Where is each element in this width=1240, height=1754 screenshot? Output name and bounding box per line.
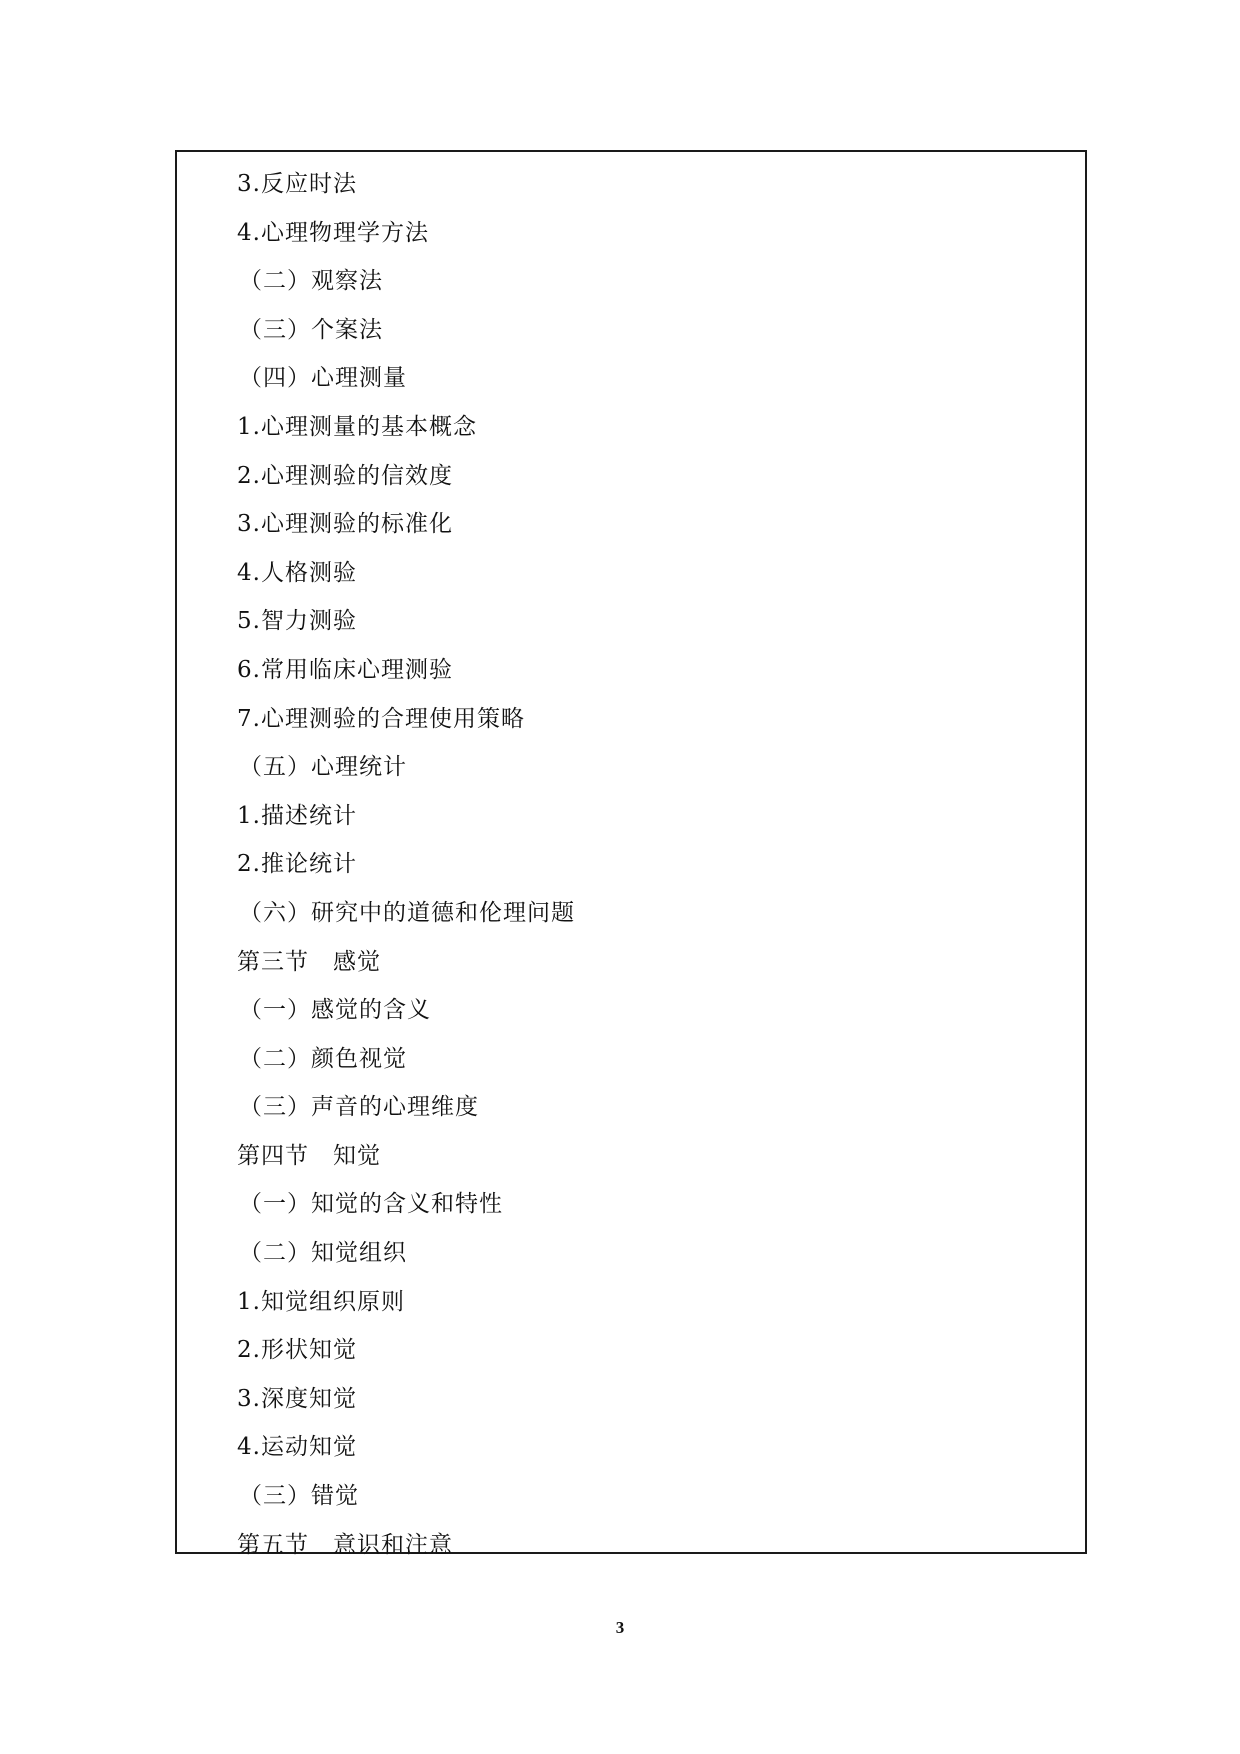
page-number: 3 (615, 1618, 625, 1637)
outline-line: 4.运动知觉 (237, 1434, 357, 1461)
outline-line: 1.心理测量的基本概念 (237, 413, 477, 440)
section-heading: 第三节 感觉 (237, 948, 381, 975)
outline-line: （三）个案法 (239, 316, 383, 343)
outline-line: （三）声音的心理维度 (239, 1094, 479, 1121)
outline-line: （五）心理统计 (239, 754, 407, 781)
outline-line: 3.深度知觉 (237, 1385, 357, 1412)
outline-line: 5.智力测验 (237, 608, 357, 635)
section-heading: 第四节 知觉 (237, 1142, 381, 1169)
outline-line: 6.常用临床心理测验 (237, 656, 453, 683)
outline-line: 3.心理测验的标准化 (237, 511, 453, 538)
outline-line: （四）心理测量 (239, 365, 407, 392)
outline-line: （二）知觉组织 (239, 1240, 407, 1267)
syllabus-outline (237, 164, 575, 1573)
outline-line: （三）错觉 (239, 1483, 359, 1510)
outline-line: 2.推论统计 (237, 851, 357, 878)
outline-line: 2.形状知觉 (237, 1337, 357, 1364)
outline-line: （一）感觉的含义 (239, 997, 431, 1024)
outline-line: （六）研究中的道德和伦理问题 (239, 899, 575, 926)
outline-line: 4.人格测验 (237, 559, 357, 586)
outline-line: （一）知觉的含义和特性 (239, 1191, 503, 1218)
outline-line: 1.知觉组织原则 (237, 1288, 405, 1315)
outline-line: 1.描述统计 (237, 802, 357, 829)
outline-line: （二）颜色视觉 (239, 1045, 407, 1072)
outline-line: 4.心理物理学方法 (237, 219, 429, 246)
outline-line: （二）观察法 (239, 268, 383, 295)
outline-line: 3.反应时法 (237, 171, 357, 197)
outline-line: 2.心理测验的信效度 (237, 462, 453, 489)
outline-line: 7.心理测验的合理使用策略 (237, 705, 525, 732)
section-heading: 第五节 意识和注意 (237, 1531, 453, 1558)
content-frame (175, 150, 1087, 1558)
